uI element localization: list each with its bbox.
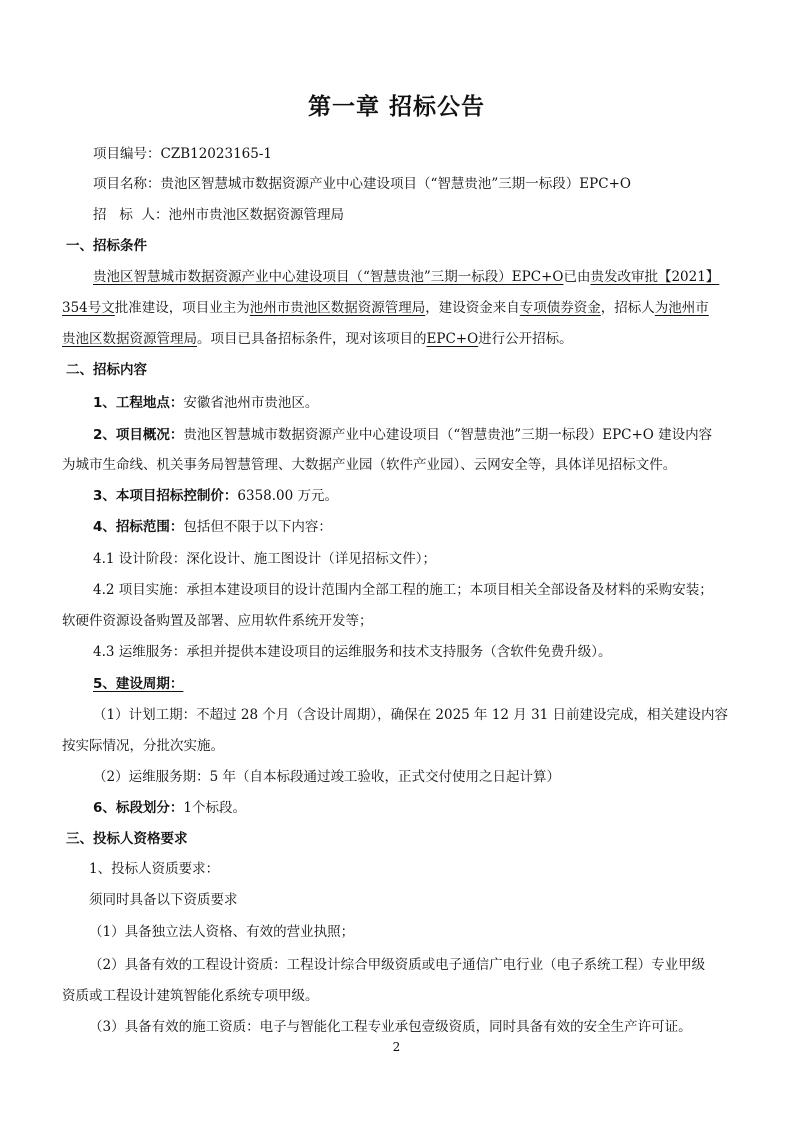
item-text: 1个标段。 xyxy=(183,800,246,816)
project-number: 项目编号：CZB12023165-1 xyxy=(93,146,272,162)
scope-design: 4.1 设计阶段：深化设计、施工图设计（详见招标文件）； xyxy=(93,551,437,567)
text: ，招标人 xyxy=(600,300,655,316)
tenderer-underlined-cont: 贵池区数据资源管理局 xyxy=(62,331,197,347)
scope-implementation-cont: 软硬件资源设备购置及部署、应用软件系统开发等； xyxy=(62,613,373,629)
item-overview xyxy=(93,425,712,445)
qualification-construction: （3）具备有效的施工资质：电子与智能化工程专业承包壹级资质，同时具备有效的安全生产许可证。 xyxy=(89,1019,692,1035)
text: 进行公开招标。 xyxy=(478,331,573,347)
project-name-underlined: 贵池区智慧城市数据资源产业中心建设项目（“智慧贵池”三期一标段）EPC+O xyxy=(93,269,564,285)
item-text: 安徽省池州市贵池区。 xyxy=(183,395,319,411)
text: 批准建设，项目业主为 xyxy=(114,300,250,316)
section-1-heading: 一、招标条件 xyxy=(66,238,147,254)
fund-source: 专项债券资金 xyxy=(519,300,601,316)
section-1-line-1 xyxy=(93,267,719,287)
approval-document: 贵发改审批【2021】 xyxy=(590,269,720,285)
section-1-line-3 xyxy=(62,329,573,349)
text: 已由 xyxy=(563,269,591,285)
item-label: 4、招标范围： xyxy=(93,519,184,535)
item-text: 包括但不限于以下内容： xyxy=(183,519,332,535)
item-text: 贵池区智慧城市数据资源产业中心建设项目（“智慧贵池”三期一标段）EPC+O 建设内容 xyxy=(183,427,713,443)
item-label: 5、建设周期： xyxy=(93,676,184,692)
project-owner: 池州市贵池区数据资源管理局 xyxy=(249,300,426,316)
qualification-design-cont: 资质或工程设计建筑智能化系统专项甲级。 xyxy=(62,988,319,1004)
qualification-requirement: 须同时具备以下资质要求 xyxy=(89,892,238,908)
item-location xyxy=(93,393,318,413)
approval-number: 354号文 xyxy=(62,300,115,316)
qualification-1: 1、投标人资质要求： xyxy=(89,861,220,877)
item-label: 3、本项目招标控制价： xyxy=(93,488,238,504)
period-plan-cont: 按实际情况，分批次实施。 xyxy=(62,738,224,754)
text: ，建设资金来自 xyxy=(425,300,520,316)
section-3-heading: 三、投标人资格要求 xyxy=(66,831,188,847)
item-overview-cont: 为城市生命线、机关事务局智慧管理、大数据产业园（软件产业园）、云网安全等，具体详见招标文件。 xyxy=(62,457,677,473)
chapter-title: 第一章 招标公告 xyxy=(307,94,485,120)
scope-implementation: 4.2 项目实施：承担本建设项目的设计范围内全部工程的施工；本项目相关全部设备及材料的采购安装； xyxy=(93,582,713,598)
period-plan: （1）计划工期：不超过 28 个月（含设计周期），确保在 2025 年 12 月 31 日前建设完成，相关建设内容 xyxy=(93,707,729,723)
qualification-design: （2）具备有效的工程设计资质：工程设计综合甲级资质或电子通信广电行业（电子系统工程）专业甲级 xyxy=(89,957,706,973)
qualification-legal: （1）具备独立法人资格、有效的营业执照； xyxy=(89,924,355,940)
item-text: 6358.00 万元。 xyxy=(237,488,339,504)
scope-operation: 4.3 运维服务：承担并提供本建设项目的运维服务和技术支持服务（含软件免费升级）。 xyxy=(93,644,612,660)
item-lot-division xyxy=(93,798,246,818)
item-scope xyxy=(93,517,332,537)
item-control-price xyxy=(93,486,338,506)
item-label: 2、项目概况： xyxy=(93,427,184,443)
tenderer-underlined: 为池州市 xyxy=(654,300,709,316)
period-maintenance: （2）运维服务期：5 年（自本标段通过竣工验收，正式交付使用之日起计算） xyxy=(93,769,560,785)
item-label: 1、工程地点： xyxy=(93,395,184,411)
tenderer: 招 标 人：池州市贵池区数据资源管理局 xyxy=(93,207,344,223)
section-2-heading: 二、招标内容 xyxy=(66,362,147,378)
section-1-line-2 xyxy=(62,298,709,318)
project-name: 项目名称：贵池区智慧城市数据资源产业中心建设项目（“智慧贵池”三期一标段）EPC+O xyxy=(93,176,631,192)
text: 。项目已具备招标条件，现对该项目的 xyxy=(197,331,427,347)
procurement-type: EPC+O xyxy=(426,331,479,347)
item-label: 6、标段划分： xyxy=(93,800,184,816)
page-number: 2 xyxy=(392,1040,401,1054)
item-construction-period xyxy=(93,674,183,694)
